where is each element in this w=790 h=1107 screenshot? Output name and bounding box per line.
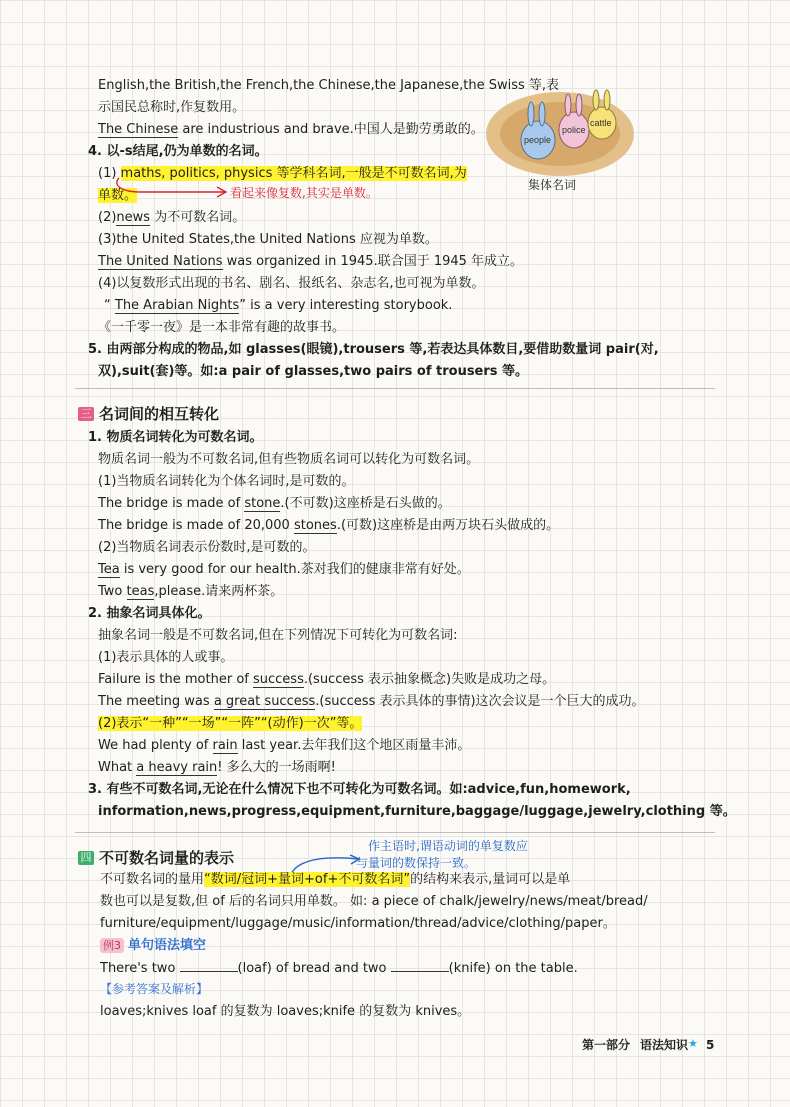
star-icon: ★ xyxy=(688,1037,698,1050)
text-line: (3)the United States,the United Nations 应视为单数。 xyxy=(98,232,438,247)
text-line: English,the British,the French,the Chinese,the Japanese,the Swiss 等,表 xyxy=(98,78,560,93)
bunny-label: police xyxy=(562,125,586,135)
text-line: (4)以复数形式出现的书名、剧名、报纸名、杂志名,也可视为单数。 xyxy=(98,276,485,291)
fill-blank[interactable] xyxy=(180,958,238,972)
text-line xyxy=(100,870,570,890)
example-sentence xyxy=(98,758,336,778)
example-sentence xyxy=(98,120,484,140)
answer-text: loaves;knives loaf 的复数为 loaves;knife 的复数为 knives。 xyxy=(100,1004,471,1019)
text: We had plenty of xyxy=(98,738,213,753)
underlined-term: rain xyxy=(212,738,238,753)
text-line: 《一千零一夜》是一本非常有趣的故事书。 xyxy=(98,320,346,335)
example-label: 例3 xyxy=(100,938,124,953)
text: There's two xyxy=(100,961,180,976)
text: “ xyxy=(104,298,115,313)
example-sentence xyxy=(104,296,452,316)
underlined-term: The Chinese xyxy=(98,122,179,137)
point-heading: 4. 以-s结尾,仍为单数的名词。 xyxy=(88,144,268,159)
section-badge: 三 xyxy=(78,407,94,421)
point-heading-cont: 双),suit(套)等。如:a pair of glasses,two pairs of trousers 等。 xyxy=(98,364,529,379)
highlighted-text: “数词/冠词+量词+of+不可数名词” xyxy=(204,872,411,887)
underlined-term: a heavy rain xyxy=(136,760,218,775)
image-caption: 集体名词 xyxy=(528,178,577,192)
example-sentence xyxy=(98,252,523,272)
section-title: 不可数名词量的表示 xyxy=(99,849,235,867)
text: (loaf) of bread and two xyxy=(237,961,391,976)
text: .(可数)这座桥是由两万块石头做成的。 xyxy=(336,518,560,533)
example-text: was organized in 1945.联合国于 1945 年成立。 xyxy=(222,254,524,269)
text: .(不可数)这座桥是石头做的。 xyxy=(280,496,451,511)
underlined-term: teas xyxy=(126,584,155,599)
text-line: 物质名词一般为不可数名词,但有些物质名词可以转化为可数名词。 xyxy=(98,452,480,467)
section-divider xyxy=(75,388,715,389)
highlighted-text: maths, politics, physics 等学科名词,一般是不可数名词,为 xyxy=(120,166,467,181)
text: 的结构来表示,量词可以是单 xyxy=(410,872,571,887)
blue-note: 与量词的数保持一致。 xyxy=(356,856,477,870)
text-line: (2)当物质名词表示份数时,是可数的。 xyxy=(98,540,316,555)
example-sentence xyxy=(98,736,470,756)
example-sentence xyxy=(98,494,451,514)
example-sentence xyxy=(98,560,470,580)
bunny-label: cattle xyxy=(590,118,612,128)
text: The bridge is made of 20,000 xyxy=(98,518,294,533)
text: .(success 表示抽象概念)失败是成功之母。 xyxy=(303,672,556,687)
example-sentence xyxy=(98,670,555,690)
example-header xyxy=(100,936,206,956)
text: is very good for our health.茶对我们的健康非常有好处。 xyxy=(119,562,470,577)
text-line: (1)表示具体的人或事。 xyxy=(98,650,234,665)
point-heading: 2. 抽象名词具体化。 xyxy=(88,606,211,621)
text: The bridge is made of xyxy=(98,496,245,511)
example-sentence xyxy=(98,582,283,602)
text: ,please.请来两杯茶。 xyxy=(154,584,284,599)
red-arrow-annotation xyxy=(113,170,233,204)
example-sentence xyxy=(98,516,559,536)
text: 不可数名词的量用 xyxy=(100,872,205,887)
point-heading: 5. 由两部分构成的物品,如 glasses(眼镜),trousers 等,若表达具体数目,要借助数量词 pair(对, xyxy=(88,342,659,357)
fill-blank[interactable] xyxy=(391,958,449,972)
example-title: 单句语法填空 xyxy=(128,938,207,953)
answer-tag: 【参考答案及解析】 xyxy=(100,982,209,996)
underlined-term: The Arabian Nights xyxy=(114,298,240,313)
text: (1) xyxy=(98,166,121,181)
point-heading: 3. 有些不可数名词,无论在什么情况下也不可转化为可数名词。如:advice,fun,homework, xyxy=(88,782,631,797)
example-text: are industrious and brave.中国人是勤劳勇敢的。 xyxy=(178,122,484,137)
collective-nouns-illustration xyxy=(484,78,636,178)
text: ! 多么大的一场雨啊! xyxy=(217,760,336,775)
bunny-label: people xyxy=(524,135,552,145)
highlighted-text: (2)表示“一种”“一场”“一阵”“(动作)一次”等。 xyxy=(98,716,363,731)
text: 为不可数名词。 xyxy=(150,210,246,225)
text: (knife) on the table. xyxy=(448,961,578,976)
underlined-term: stone xyxy=(244,496,281,511)
text: The meeting was xyxy=(98,694,214,709)
text-line: 数也可以是复数,但 of 后的名词只用单数。 如: a piece of chalk/jewelry/news/meat/bread/ xyxy=(100,894,648,909)
point-heading: 1. 物质名词转化为可数名词。 xyxy=(88,430,263,445)
red-note: 看起来像复数,其实是单数。 xyxy=(230,186,378,200)
point-heading-cont: information,news,progress,equipment,furniture,baggage/luggage,jewelry,clothing 等。 xyxy=(98,804,736,819)
section-title: 名词间的相互转化 xyxy=(99,405,220,423)
section-divider xyxy=(75,832,715,833)
text: Failure is the mother of xyxy=(98,672,253,687)
example-text: ” is a very interesting storybook. xyxy=(239,298,453,313)
text-line: (1)当物质名词转化为个体名词时,是可数的。 xyxy=(98,474,355,489)
exercise-question xyxy=(100,958,578,979)
blue-note: 作主语时,谓语动词的单复数应 xyxy=(368,839,528,853)
underlined-term: news xyxy=(116,210,151,225)
page-number: 5 xyxy=(706,1038,715,1052)
highlighted-text: 单数。 xyxy=(98,188,138,203)
text-line: 示国民总称时,作复数用。 xyxy=(98,100,246,115)
underlined-term: The United Nations xyxy=(98,254,223,269)
footer-section: 第一部分 xyxy=(582,1038,631,1052)
text-line: 抽象名词一般是不可数名词,但在下列情况下可转化为可数名词: xyxy=(98,628,458,643)
underlined-term: stones xyxy=(293,518,337,533)
text-line xyxy=(98,714,362,734)
underlined-term: a great success xyxy=(213,694,316,709)
underlined-term: Tea xyxy=(98,562,120,577)
text: .(success 表示具体的事情)这次会议是一个巨大的成功。 xyxy=(315,694,645,709)
example-sentence xyxy=(98,692,645,712)
footer-topic: 语法知识 xyxy=(640,1038,689,1052)
text: Two xyxy=(98,584,127,599)
text: What xyxy=(98,760,137,775)
section-badge: 四 xyxy=(78,851,94,865)
text: (2) xyxy=(98,210,117,225)
underlined-term: success xyxy=(252,672,304,687)
text-line xyxy=(98,208,245,228)
text-line: furniture/equipment/luggage/music/information/thread/advice/clothing/paper。 xyxy=(100,916,616,931)
text: last year.去年我们这个地区雨量丰沛。 xyxy=(237,738,471,753)
